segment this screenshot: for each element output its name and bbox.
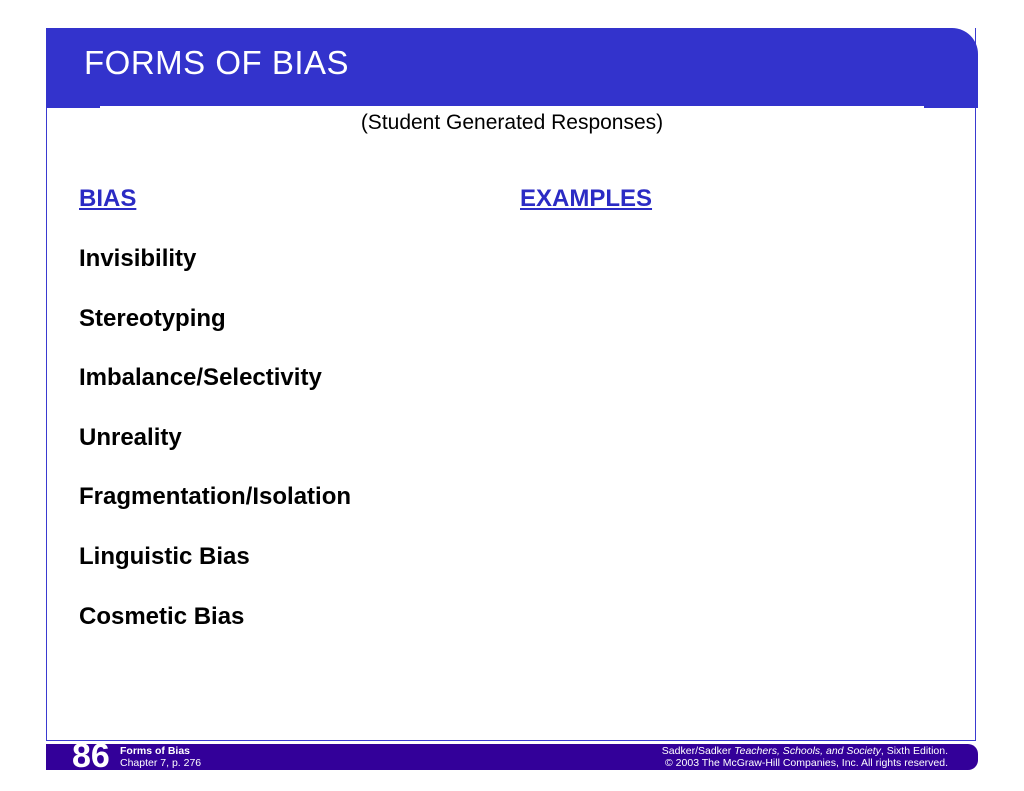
- footer-bar: [46, 737, 978, 775]
- footer-citation-line1: [662, 745, 948, 757]
- bias-column-header[interactable]: BIAS: [79, 185, 137, 212]
- bias-item: Cosmetic Bias: [79, 602, 245, 630]
- footer-author: Sadker/Sadker: [661, 745, 735, 757]
- footer-copyright: © 2003 The McGraw-Hill Companies, Inc. All rights reserved.: [665, 757, 948, 769]
- footer-left: [120, 745, 201, 769]
- bias-item: Stereotyping: [79, 304, 226, 332]
- footer-edition: , Sixth Edition.: [880, 745, 948, 757]
- bias-item: Fragmentation/Isolation: [79, 483, 352, 511]
- slide-title: FORMS OF BIAS: [84, 44, 350, 81]
- bias-list: [79, 244, 351, 661]
- bias-item: Invisibility: [79, 245, 197, 272]
- bias-item: Linguistic Bias: [79, 542, 250, 570]
- footer-chapter: Chapter 7, p. 276: [120, 757, 202, 769]
- footer-citation: [662, 745, 948, 769]
- slide-subtitle: (Student Generated Responses): [360, 111, 664, 134]
- slide-number: 86: [72, 737, 110, 775]
- footer-book-title: Teachers, Schools, and Society: [734, 745, 881, 757]
- bias-item: Imbalance/Selectivity: [79, 364, 322, 392]
- examples-column-header[interactable]: EXAMPLES: [520, 185, 653, 212]
- bias-item: Unreality: [79, 423, 182, 451]
- footer-topic: Forms of Bias: [120, 745, 191, 757]
